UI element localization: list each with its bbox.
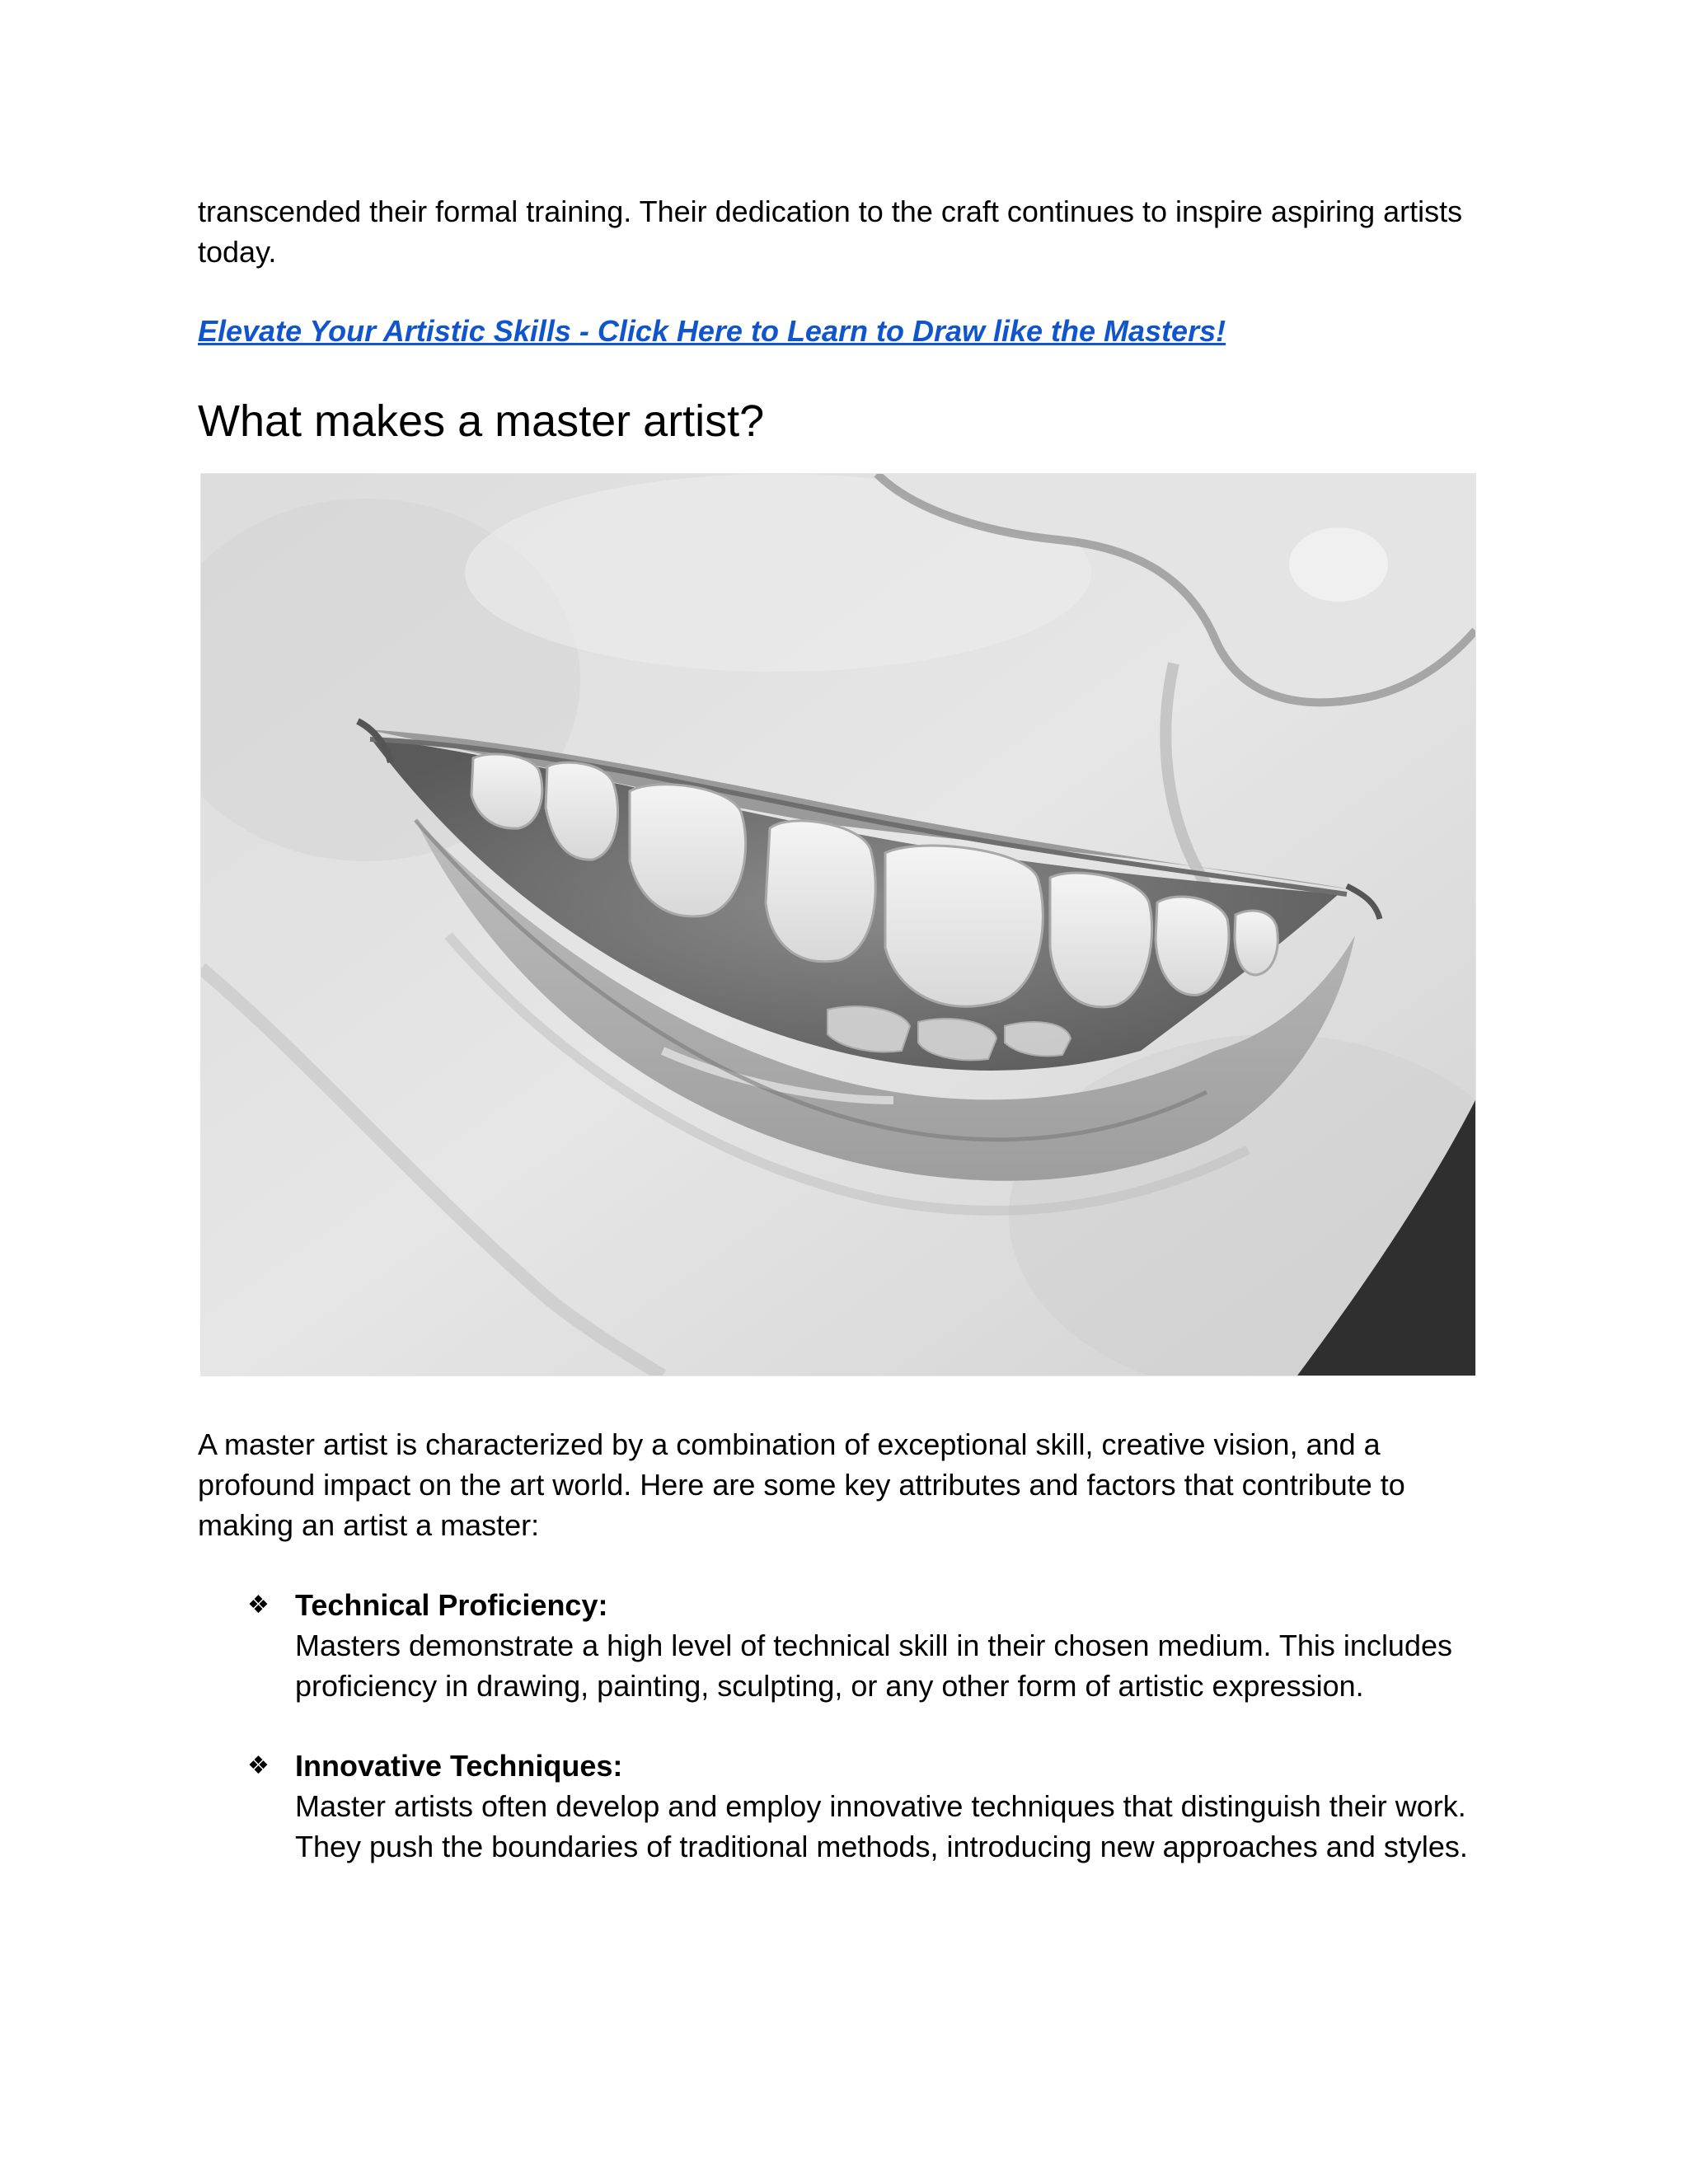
list-item — [198, 1585, 1500, 1706]
list-item — [198, 1746, 1500, 1867]
diamond-bullet-icon: ❖ — [247, 1591, 270, 1619]
intro-paragraph: transcended their formal training. Their dedication to the craft continues to inspire aspiring artists today. — [198, 194, 1463, 269]
diamond-bullet-icon: ❖ — [247, 1751, 270, 1780]
attribute-description: Master artists often develop and employ innovative techniques that distinguish their work. They push the boundaries of traditional methods, introducing new approaches and styles. — [295, 1789, 1468, 1863]
attribute-description: Masters demonstrate a high level of technical skill in their chosen medium. This includes proficiency in drawing, painting, sculpting, or any other form of artistic expression. — [295, 1629, 1452, 1703]
attribute-title: Technical Proficiency: — [295, 1588, 608, 1622]
attributes-list — [198, 1585, 1500, 1867]
body-paragraph: A master artist is characterized by a combination of exceptional skill, creative vision, and a profound impact on the art world. Here are some key attributes and factors that contribute to making an artist a master: — [198, 1427, 1405, 1542]
promo-link[interactable]: Elevate Your Artistic Skills - Click Here to Learn to Draw like the Masters! — [198, 314, 1226, 348]
smile-drawing-image — [200, 473, 1476, 1376]
attribute-title: Innovative Techniques: — [295, 1749, 623, 1783]
section-heading: What makes a master artist? — [198, 396, 765, 446]
document-page — [198, 191, 1500, 1906]
